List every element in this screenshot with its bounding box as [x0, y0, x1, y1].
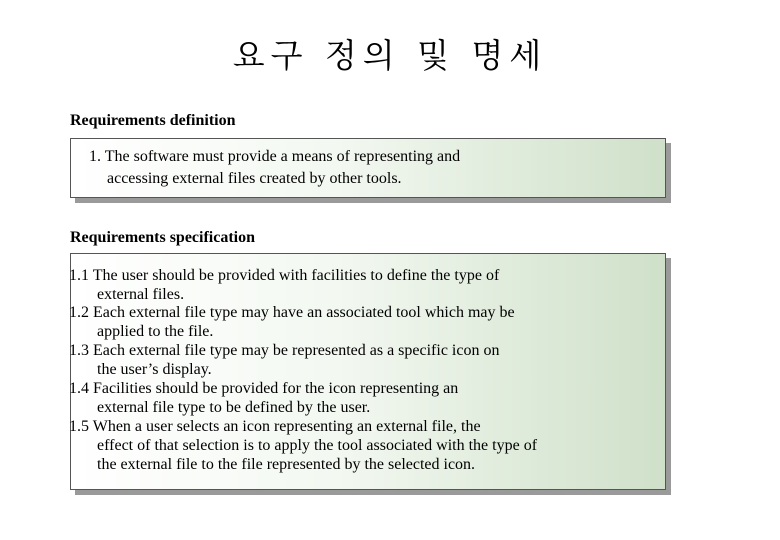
definition-line-1: 1. The software must provide a means of representing and: [89, 148, 461, 165]
specification-heading: Requirements specification: [70, 229, 256, 246]
spec-item-1-3: [69, 342, 499, 360]
spec-item-1-1-cont: external files.: [97, 286, 185, 303]
spec-item-text: When a user selects an icon representing an external file, the: [92, 418, 481, 435]
spec-item-1-5: [69, 418, 481, 436]
spec-item-1-3-cont: the user’s display.: [97, 361, 212, 378]
spec-item-1-2: [69, 304, 515, 322]
spec-item-text: Facilities should be provided for the icon representing an: [93, 380, 459, 397]
spec-item-number: 1.1: [69, 267, 89, 284]
spec-item-number: 1.4: [69, 380, 89, 397]
spec-item-1-4: [69, 380, 458, 398]
definition-box: [70, 138, 666, 198]
spec-item-number: 1.3: [69, 342, 89, 359]
spec-item-text: Each external file type may be represented as a specific icon on: [93, 342, 500, 359]
spec-item-number: 1.2: [69, 304, 89, 321]
definition-heading: Requirements definition: [70, 112, 236, 129]
spec-item-1-4-cont: external file type to be defined by the user.: [97, 399, 371, 416]
spec-item-text: Each external file type may have an associated tool which may be: [93, 304, 515, 321]
spec-item-1-5-cont-2: the external file to the file represented by the selected icon.: [97, 456, 476, 473]
spec-item-1-2-cont: applied to the file.: [97, 323, 214, 340]
spec-item-1-5-cont-1: effect of that selection is to apply the tool associated with the type of: [97, 437, 538, 454]
spec-item-number: 1.5: [69, 418, 89, 435]
specification-box: [70, 253, 666, 490]
definition-line-2: accessing external files created by other tools.: [107, 170, 402, 187]
slide-title: 요구 정의 및 명세: [232, 36, 548, 75]
spec-item-1-1: [69, 267, 499, 285]
spec-item-text: The user should be provided with facilities to define the type of: [92, 267, 500, 284]
